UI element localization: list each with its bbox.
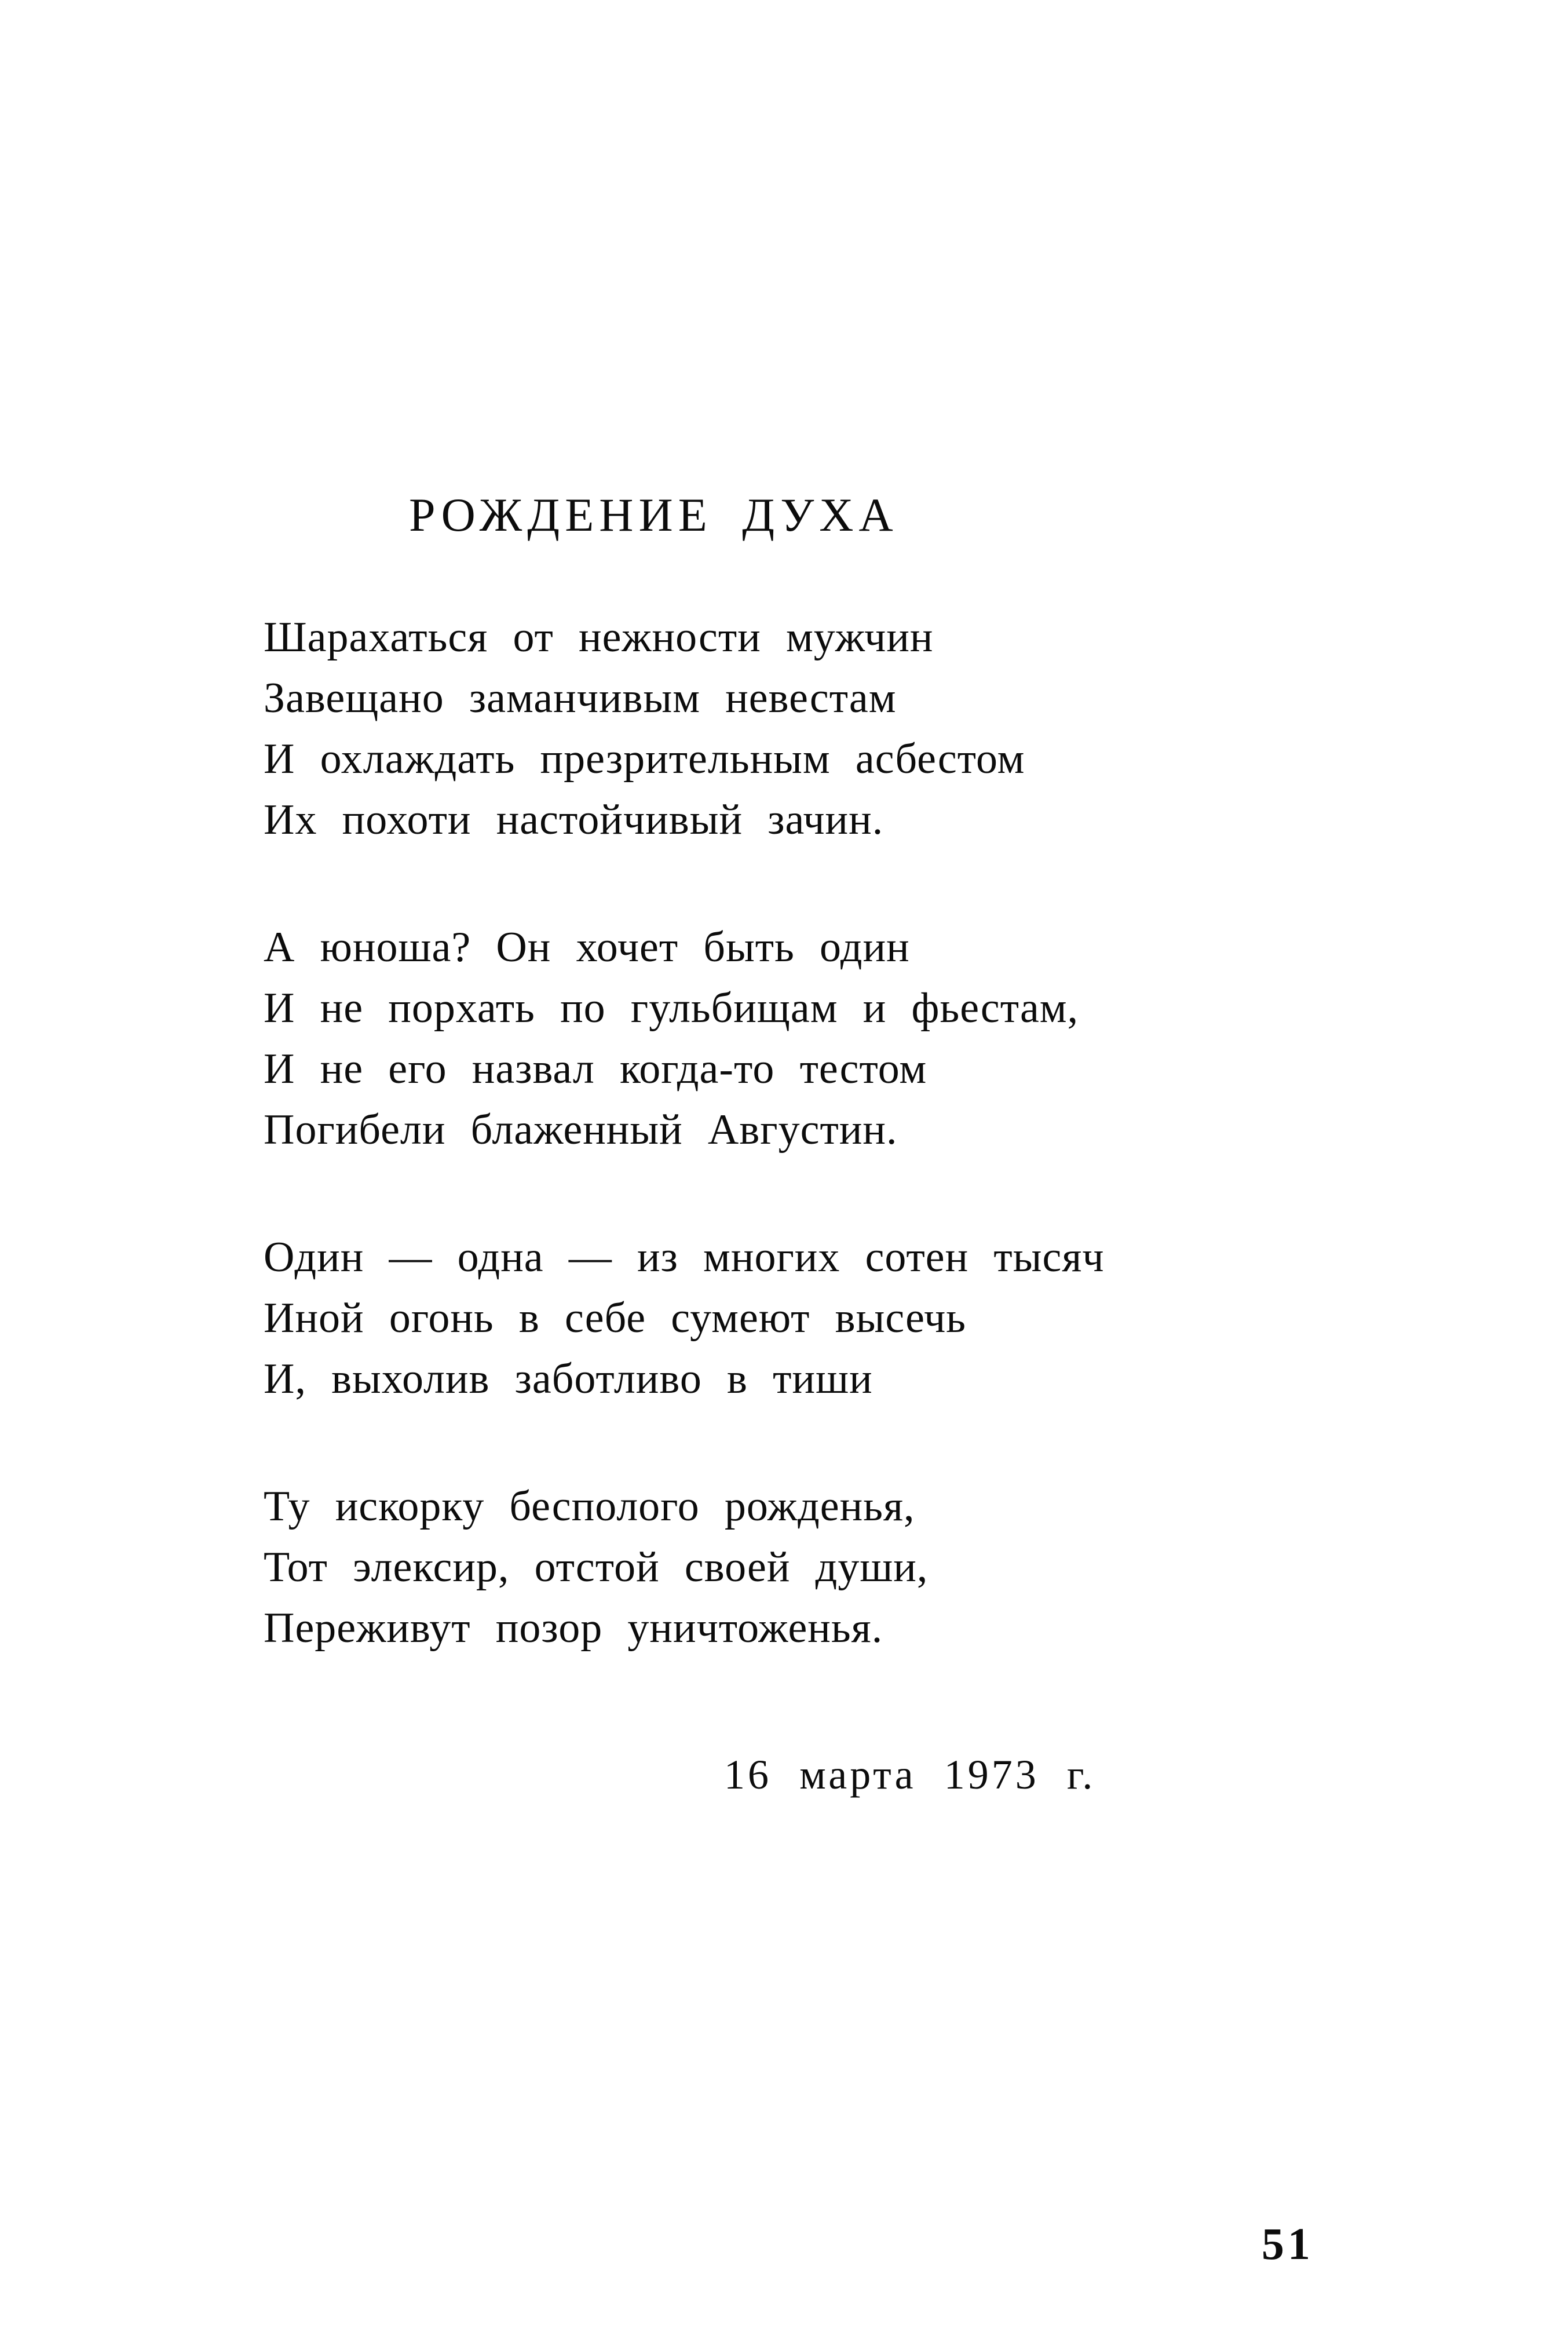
poem-line: Один — одна — из многих сотен тысяч <box>264 1233 1105 1281</box>
stanza-2 <box>264 917 1105 1160</box>
stanza-1 <box>264 607 1105 851</box>
poem-body <box>264 607 1105 1725</box>
poem-line: Переживут позор уничтоженья. <box>264 1604 883 1652</box>
poem-line: Шарахаться от нежности мужчин <box>264 614 934 661</box>
poem-line: Иной огонь в себе сумеют высечь <box>264 1294 967 1342</box>
poem-line: И охлаждать презрительным асбестом <box>264 735 1025 783</box>
poem-line: Тот элексир, отстой своей души, <box>264 1543 929 1591</box>
poem-line: И, выхолив заботливо в тиши <box>264 1355 873 1403</box>
poem-line: И не порхать по гульбищам и фьестам, <box>264 984 1079 1032</box>
poem-line: Их похоти настойчивый зачин. <box>264 796 884 844</box>
stanza-3 <box>264 1227 1105 1410</box>
poem-line: Погибели блаженный Августин. <box>264 1106 898 1154</box>
stanza-4 <box>264 1476 1105 1659</box>
poem-line: Завещано заманчивым невестам <box>264 674 897 722</box>
poem-date: 16 марта 1973 г. <box>724 1751 1096 1798</box>
page-number: 51 <box>1262 2218 1314 2269</box>
poem-line: Ту искорку бесполого рожденья, <box>264 1483 915 1530</box>
poem-line: И не его назвал когда-то тестом <box>264 1045 927 1093</box>
poem-title: РОЖДЕНИЕ ДУХА <box>409 488 898 541</box>
poem-line: А юноша? Он хочет быть один <box>264 924 910 971</box>
